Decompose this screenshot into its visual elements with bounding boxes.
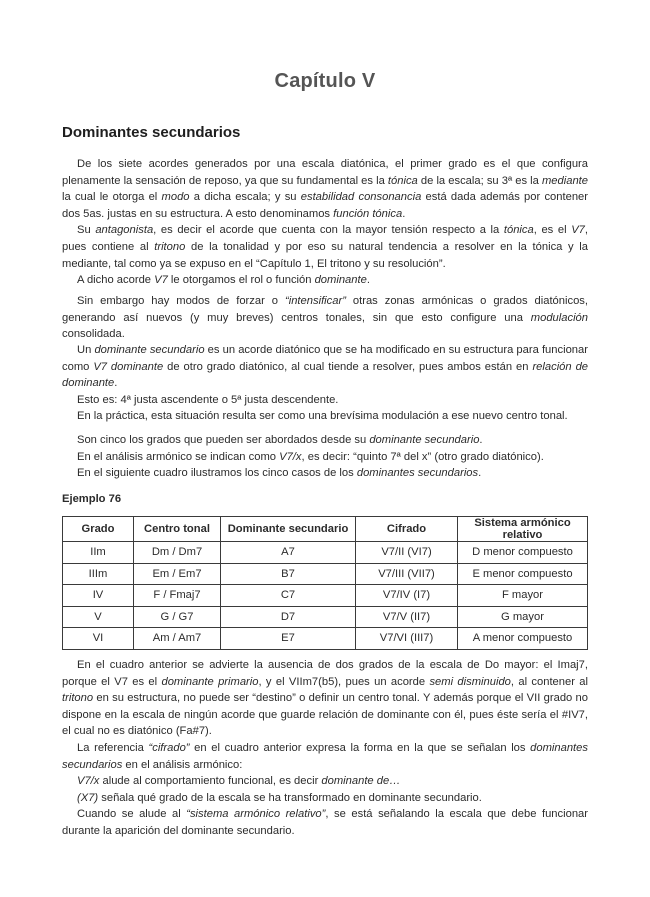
column-header: Dominante secundario [221, 517, 356, 542]
emphasis-text: tónica [387, 174, 418, 187]
table-cell: V [63, 606, 134, 628]
text-run: . [479, 434, 483, 446]
paragraph [62, 740, 588, 773]
text-run: . [366, 274, 370, 287]
table-row [63, 606, 588, 628]
text-run: en el cuadro anterior expresa la forma en la que se señalan los [189, 741, 531, 754]
text-run: . [114, 377, 118, 390]
text-run: , y el VIIm7(b5), pues un acorde [258, 675, 430, 688]
text-run: señala qué grado de la escala se ha transformado en dominante secundario. [98, 791, 482, 804]
paragraph [62, 272, 588, 289]
grades-block [62, 432, 588, 482]
table-cell: A7 [221, 542, 356, 564]
table-cell: V7/VI (III7) [356, 628, 458, 650]
text-run: a dicha escala; y su [189, 191, 301, 204]
paragraph [62, 465, 588, 482]
table-cell: Dm / Dm7 [134, 542, 221, 564]
emphasis-text: semi disminuido [429, 675, 511, 688]
table-cell: D menor compuesto [458, 542, 588, 564]
paragraph [62, 790, 588, 807]
emphasis-text: antagonista [95, 224, 154, 237]
text-run: consolidada. [62, 328, 125, 341]
text-run: de otro grado diatónico, al cual tiende a resolver, pues ambos están en [163, 360, 533, 373]
text-run: la cual le otorga el [62, 191, 162, 204]
text-run: , al contener al [510, 675, 589, 688]
table-cell: V7/V (II7) [356, 606, 458, 628]
emphasis-text: “cifrado” [148, 741, 190, 754]
paragraph [62, 293, 588, 343]
emphasis-text: tritono [62, 692, 94, 705]
text-run: le otorgamos el rol o función [167, 274, 315, 287]
intensify-block [62, 293, 588, 343]
text-run: En el siguiente cuadro ilustramos los cinco casos de los [77, 467, 357, 480]
paragraph [62, 392, 588, 409]
emphasis-text: dominante [314, 274, 367, 287]
emphasis-text: tónica [503, 224, 534, 237]
column-header: Cifrado [356, 517, 458, 542]
table-row [63, 585, 588, 607]
table-row [63, 628, 588, 650]
paragraph [62, 222, 588, 272]
text-run: . [402, 207, 406, 220]
emphasis-text: modo [161, 191, 190, 204]
emphasis-text: dominante de… [321, 775, 401, 788]
paragraph [62, 806, 588, 839]
paragraph [62, 432, 588, 449]
table-cell: IIIm [63, 563, 134, 585]
table-cell: F / Fmaj7 [134, 585, 221, 607]
emphasis-text: V7/x [77, 775, 100, 788]
emphasis-text: función tónica [333, 207, 403, 220]
emphasis-text: “sistema armónico relativo” [186, 808, 326, 821]
table-cell: E7 [221, 628, 356, 650]
text-run: en su estructura, no puede ser “destino” o definir un centro tonal. Y además porque el VII grado no dispone en la escala de ningún acorde que guarde relación de dominante con él, pues éste sería el #IV7, el cual no es diatónico (Fa#7). [62, 692, 588, 738]
table-cell: V7/III (VII7) [356, 563, 458, 585]
emphasis-text: “intensificar” [285, 295, 346, 307]
column-header: Sistema armónico relativo [458, 517, 588, 542]
text-run: En el cuadro anterior se advierte la ausencia de dos grados de la escala de Do mayor: el Imaj7, porque el V7 es el [62, 659, 588, 688]
text-run: de la tonalidad y por eso su natural tendencia a resolver en la tónica y la mediante, tal como ya se expuso en el “Capítulo 1, El tritono y su resolución”. [62, 240, 588, 270]
text-run: en el análisis armónico: [122, 758, 243, 771]
table-row [63, 542, 588, 564]
table-cell: Am / Am7 [134, 628, 221, 650]
emphasis-text: V7 dominante [93, 360, 164, 373]
text-run: Son cinco los grados que pueden ser abordados desde su [77, 434, 370, 446]
table-cell: A menor compuesto [458, 628, 588, 650]
text-run: Sin embargo hay modos de forzar o [77, 295, 285, 307]
text-run: En el análisis armónico se indican como [77, 450, 280, 463]
emphasis-text: mediante [541, 174, 588, 187]
table-cell: V7/II (VI7) [356, 542, 458, 564]
text-run: , es decir el acorde que cuenta con la mayor tensión respecto a la [153, 224, 504, 237]
emphasis-text: dominante primario [161, 675, 259, 688]
text-run: . [478, 467, 482, 480]
table-cell: IIm [63, 542, 134, 564]
emphasis-text: estabilidad consonancia [300, 191, 422, 204]
table-cell: VI [63, 628, 134, 650]
example-title: Ejemplo 76 [62, 493, 122, 505]
text-run: Esto es: 4ª justa ascendente o 5ª justa descendente. [77, 393, 339, 406]
text-run: De los siete acordes generados por una escala diatónica, el primer grado es el que configura plenamente la sensación de reposo, ya que su fundamental es la [62, 158, 588, 187]
emphasis-text: V7 [571, 224, 585, 237]
emphasis-text: dominantes secundarios [356, 467, 479, 480]
secondary-dominants-table [62, 516, 588, 650]
paragraph [62, 657, 588, 740]
paragraph [62, 156, 588, 222]
section-title: Dominantes secundarios [62, 124, 241, 141]
paragraph [62, 408, 588, 425]
table-row [63, 563, 588, 585]
text-run: , se está señalando la escala que debe funcionar durante la aparición del dominante secundario. [62, 808, 588, 837]
text-run: Un [77, 344, 95, 356]
emphasis-text: dominantes secundarios [62, 741, 588, 771]
emphasis-text: modulación [530, 311, 588, 324]
column-header: Centro tonal [134, 517, 221, 542]
intro-block [62, 156, 588, 289]
text-run: alude al comportamiento funcional, es decir [99, 775, 322, 788]
emphasis-text: (X7) [77, 791, 99, 804]
emphasis-text: V7/x [279, 450, 302, 463]
table-cell: D7 [221, 606, 356, 628]
text-run: Cuando se alude al [77, 808, 187, 821]
table-cell: C7 [221, 585, 356, 607]
analysis-block [62, 657, 588, 840]
table-header-row [63, 517, 588, 542]
chapter-title: Capítulo V [274, 70, 376, 92]
text-run: Su [77, 224, 96, 237]
text-run: , pues contiene al [62, 224, 588, 253]
table-cell: G / G7 [134, 606, 221, 628]
text-run: de la escala; su 3ª es la [417, 174, 542, 187]
table-cell: B7 [221, 563, 356, 585]
text-run: está dada además por contener dos 5as. justas en su estructura. A esto denominamos [62, 191, 588, 220]
paragraph [62, 449, 588, 466]
text-run: A dicho acorde [77, 274, 155, 287]
column-header: Grado [63, 517, 134, 542]
text-run: es un acorde diatónico que se ha modificado en su estructura para funcionar como [62, 344, 588, 373]
paragraph [62, 342, 588, 392]
emphasis-text: tritono [154, 240, 186, 253]
text-run: La referencia [77, 741, 149, 754]
table-cell: F mayor [458, 585, 588, 607]
table-cell: E menor compuesto [458, 563, 588, 585]
emphasis-text: V7 [154, 274, 168, 287]
table-cell: IV [63, 585, 134, 607]
text-run: En la práctica, esta situación resulta ser como una brevísima modulación a ese nuevo centro tonal. [77, 410, 568, 423]
table-cell: G mayor [458, 606, 588, 628]
emphasis-text: dominante secundario [94, 344, 205, 356]
text-run: otras zonas armónicas o grados diatónicos, generando así nuevos (y muy breves) centros tonales, sin que esto configure una [62, 295, 588, 324]
paragraph [62, 773, 588, 790]
emphasis-text: dominante secundario [369, 434, 480, 446]
text-run: , es el [533, 224, 572, 237]
table-cell: V7/IV (I7) [356, 585, 458, 607]
text-run: , es decir: “quinto 7ª del x” (otro grado diatónico). [301, 450, 544, 463]
definition-block [62, 342, 588, 425]
table-cell: Em / Em7 [134, 563, 221, 585]
emphasis-text: relación de dominante [62, 360, 589, 390]
